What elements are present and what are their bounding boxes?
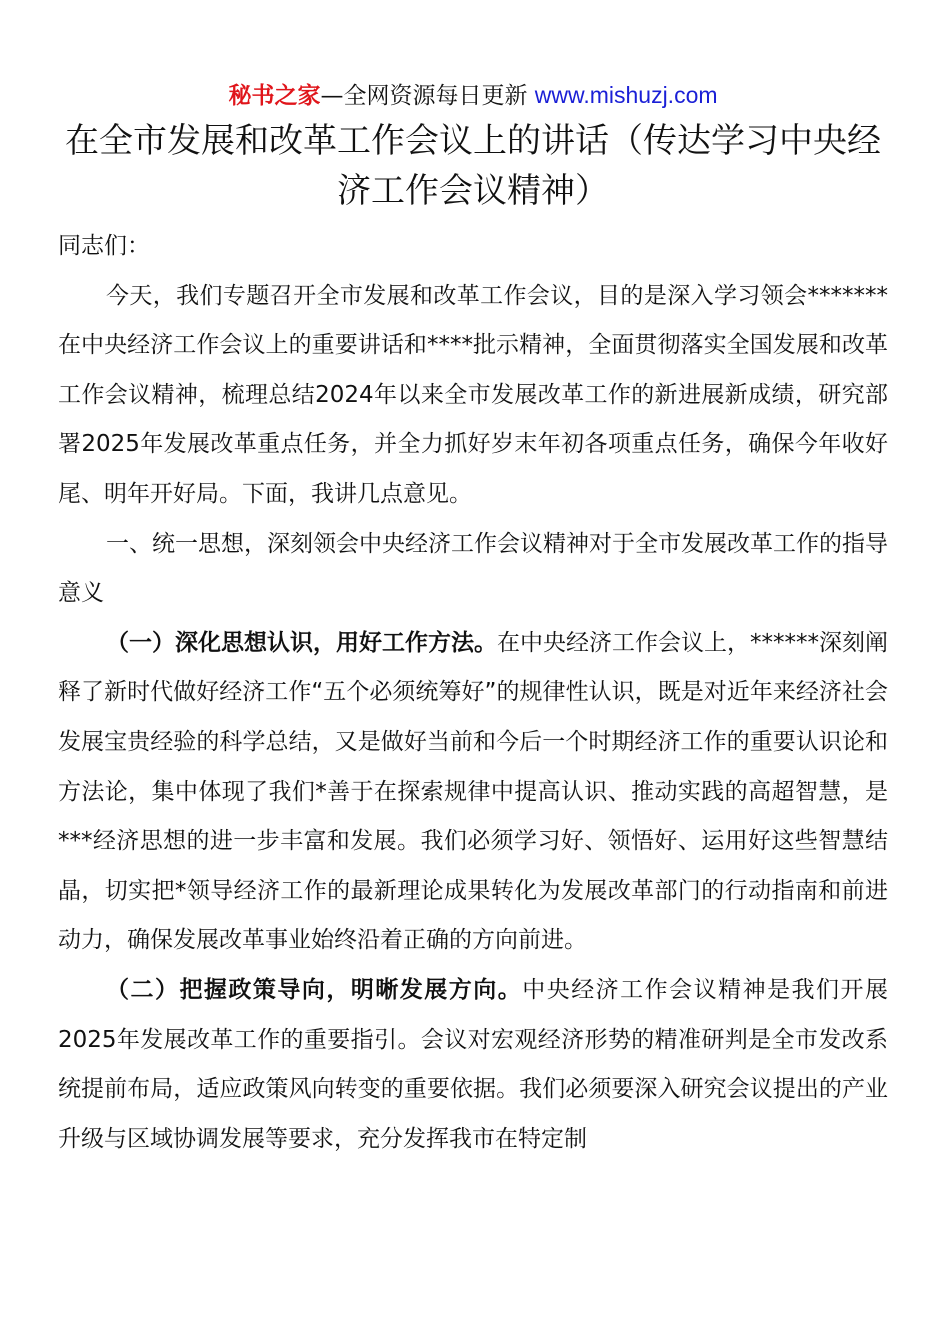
point-2-lead: （二）把握政策导向，明晰发展方向。	[106, 976, 523, 1003]
site-banner	[58, 78, 888, 112]
intro-paragraph: 今天，我们专题召开全市发展和改革工作会议，目的是深入学习领会*******在中央经济工作会议上的重要讲话和****批示精神，全面贯彻落实全国发展和改革工作会议精神，梳理总结2024年以来全市发展改革工作的新进展新成绩，研究部署2025年发展改革重点任务，并全力抓好岁末年初各项重点任务，确保今年收好尾、明年开好局。下面，我讲几点意见。	[58, 282, 888, 507]
point-1-body: 在中央经济工作会议上，******深刻阐释了新时代做好经济工作“五个必须统筹好”的规律性认识，既是对近年来经济社会发展宝贵经验的科学总结，又是做好当前和今后一个时期经济工作的重要认识论和方法论，集中体现了我们*善于在探索规律中提高认识、推动实践的高超智慧，是***经济思想的进一步丰富和发展。我们必须学习好、领悟好、运用好这些智慧结晶，切实把*领导经济工作的最新理论成果转化为发展改革部门的行动指南和前进动力，确保发展改革事业始终沿着正确的方向前进。	[58, 629, 888, 954]
point-2-paragraph	[58, 966, 888, 1164]
point-1-lead: （一）深化思想认识，用好工作方法。	[106, 629, 497, 656]
point-2-body: 中央经济工作会议精神是我们开展2025年发展改革工作的重要指引。会议对宏观经济形势的精准研判是全市发改系统提前布局，适应政策风向转变的重要依据。我们必须要深入研究会议提出的产业升级与区域协调发展等要求，充分发挥我市在特定制	[58, 976, 889, 1152]
point-1-paragraph	[58, 619, 888, 966]
brand-name: 秘书之家	[228, 83, 321, 109]
salutation: 同志们：	[58, 233, 150, 259]
section-heading-1: 一、统一思想，深刻领会中央经济工作会议精神对于全市发展改革工作的指导意义	[58, 530, 888, 607]
site-url-link[interactable]: www.mishuzj.com	[534, 82, 718, 108]
document-title: 在全市发展和改革工作会议上的讲话（传达学习中央经济工作会议精神）	[65, 121, 881, 211]
banner-tagline: —全网资源每日更新	[320, 83, 535, 109]
